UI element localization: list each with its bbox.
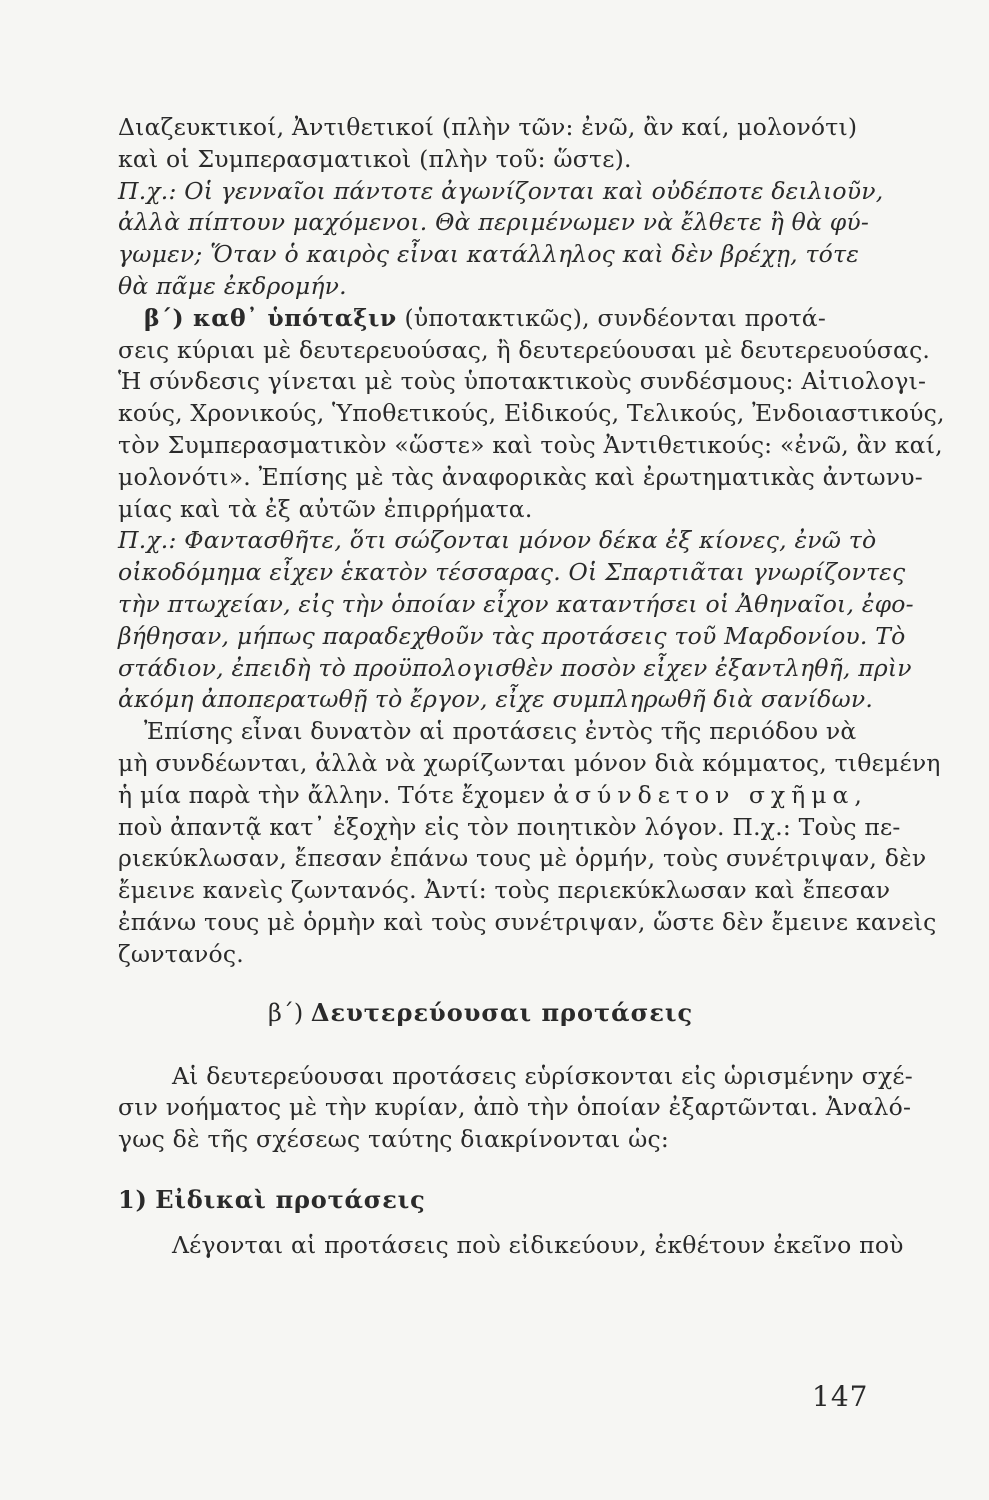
page-number: 147	[812, 1380, 869, 1413]
text-line: σεις κύριαι μὲ δευτερευούσας, ἢ δευτερεύουσαι μὲ δευτερευούσας.	[118, 335, 931, 364]
text-line: σιν νοήματος μὲ τὴν κυρίαν, ἀπὸ τὴν ὁποίαν ἐξαρτῶνται. Ἀναλό-	[118, 1093, 912, 1122]
text-line: μὴ συνδέωνται, ἀλλὰ νὰ χωρίζωνται μόνον διὰ κόμματος, τιθεμένη	[118, 748, 941, 777]
example-line: θὰ πᾶμε ἐκδρομήν.	[118, 271, 347, 300]
subsection-heading	[118, 1184, 870, 1216]
paragraph-b-text: (ὑποτακτικῶς), συνδέονται προτά-	[396, 303, 826, 332]
paragraph-b-label: β΄) καθ᾿ ὑπόταξιν	[144, 303, 397, 332]
section-title: Δευτερεύουσαι προτάσεις	[310, 997, 694, 1027]
example-line: τὴν πτωχείαν, εἰς τὴν ὁποίαν εἶχον καταντήσει οἱ Ἀθηναῖοι, ἐφο-	[118, 589, 914, 618]
text-line: Λέγονται αἱ προτάσεις ποὺ εἰδικεύουν, ἐκθέτουν ἐκεῖνο ποὺ	[172, 1230, 904, 1259]
subsection-label: 1)	[118, 1184, 148, 1214]
example-line: Π.χ.: Οἱ γενναῖοι πάντοτε ἀγωνίζονται καὶ οὐδέποτε δειλιοῦν,	[118, 176, 884, 205]
example-line: ἀλλὰ πίπτουν μαχόμενοι. Θὰ περιμένωμεν νὰ ἔλθετε ἢ θὰ φύ-	[118, 208, 870, 237]
example-line: ἀκόμη ἀποπερατωθῇ τὸ ἔργον, εἶχε συμπληρωθῆ διὰ σανίδων.	[118, 685, 873, 714]
text-line: ζωντανός.	[118, 939, 244, 968]
text-line: ριεκύκλωσαν, ἔπεσαν ἐπάνω τους μὲ ὁρμήν, τοὺς συνέτριψαν, δὲν	[118, 844, 927, 873]
asyndeton-term: ἀσύνδετον σχῆμα,	[553, 780, 868, 809]
example-line: γωμεν; Ὅταν ὁ καιρὸς εἶναι κατάλληλος καὶ δὲν βρέχῃ, τότε	[118, 240, 860, 269]
page-body	[118, 112, 945, 1262]
example-line: Π.χ.: Φαντασθῆτε, ὅτι σώζονται μόνον δέκα ἐξ κίονες, ἐνῶ τὸ	[118, 526, 877, 555]
text-line: Ἐπίσης εἶναι δυνατὸν αἱ προτάσεις ἐντὸς τῆς περιόδου νὰ	[144, 717, 857, 746]
text-line: ἐπάνω τους μὲ ὁρμὴν καὶ τοὺς συνέτριψαν, ὥστε δὲν ἔμεινε κανεὶς	[118, 907, 937, 936]
section-heading	[118, 997, 870, 1029]
example-line: βήθησαν, μήπως παραδεχθοῦν τὰς προτάσεις τοῦ Μαρδονίου. Τὸ	[118, 621, 906, 650]
text-line: ποὺ ἀπαντᾷ κατ᾿ ἐξοχὴν εἰς τὸν ποιητικὸν λόγον. Π.χ.: Τοὺς πε-	[118, 812, 901, 841]
text-line: μίας καὶ τὰ ἐξ αὐτῶν ἐπιρρήματα.	[118, 494, 533, 523]
example-line: οἰκοδόμημα εἶχεν ἑκατὸν τέσσαρας. Οἱ Σπαρτιᾶται γνωρίζοντες	[118, 558, 906, 587]
text-line: Ἡ σύνδεσις γίνεται μὲ τοὺς ὑποτακτικοὺς συνδέσμους: Αἰτιολογι-	[118, 367, 927, 396]
text-line: μολονότι». Ἐπίσης μὲ τὰς ἀναφορικὰς καὶ ἐρωτηματικὰς ἀντωνυ-	[118, 462, 923, 491]
subsection-title: Εἰδικαὶ προτάσεις	[155, 1184, 426, 1214]
text-line: καὶ οἱ Συμπερασματικοὶ (πλὴν τοῦ: ὥστε).	[118, 144, 632, 173]
text-line: γως δὲ τῆς σχέσεως ταύτης διακρίνονται ὡς:	[118, 1125, 669, 1154]
paragraph-b-first-line	[118, 303, 870, 335]
text-line: Αἱ δευτερεύουσαι προτάσεις εὑρίσκονται εἰς ὡρισμένην σχέ-	[172, 1061, 913, 1090]
text-line: ἔμεινε κανεὶς ζωντανός. Ἀντί: τοὺς περιεκύκλωσαν καὶ ἔπεσαν	[118, 876, 891, 905]
text-line: κούς, Χρονικούς, Ὑποθετικούς, Εἰδικούς, Τελικούς, Ἐνδοιαστικούς,	[118, 399, 945, 428]
text-line	[118, 780, 870, 812]
text-segment: ἡ μία παρὰ τὴν ἄλλην. Τότε ἔχομεν	[118, 780, 546, 809]
example-line: στάδιον, ἐπειδὴ τὸ προϋπολογισθὲν ποσὸν εἶχεν ἐξαντληθῆ, πρὶν	[118, 653, 912, 682]
text-line: τὸν Συμπερασματικὸν «ὥστε» καὶ τοὺς Ἀντιθετικούς: «ἐνῶ, ἂν καί,	[118, 430, 943, 459]
section-label: β΄)	[268, 998, 304, 1027]
text-line: Διαζευκτικοί, Ἀντιθετικοί (πλὴν τῶν: ἐνῶ, ἂν καί, μολονότι)	[118, 113, 858, 141]
